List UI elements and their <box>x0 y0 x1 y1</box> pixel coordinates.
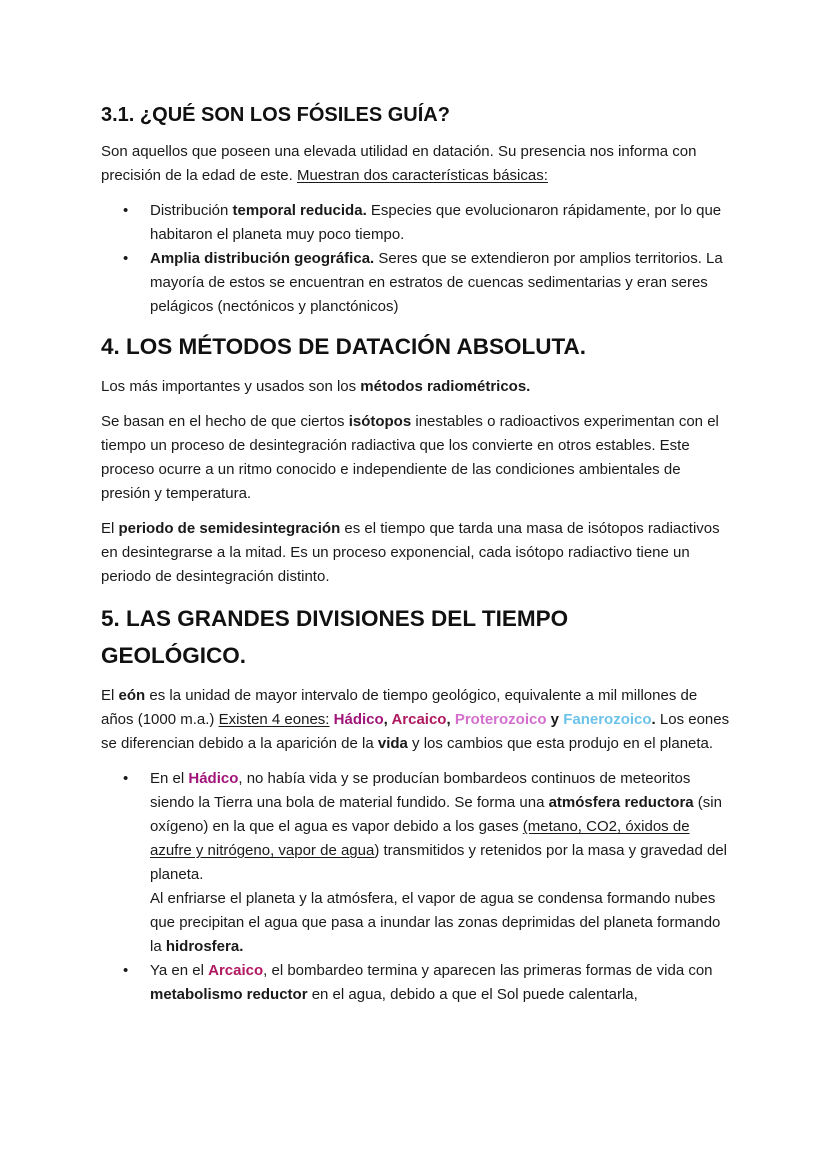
list-item: • Distribución temporal reducida. Especies que evolucionaron rápidamente, por lo que habitaron el planeta muy poco tiempo. <box>101 199 731 247</box>
list-item: • En el Hádico, no había vida y se producían bombardeos continuos de meteoritos siendo la Tierra una bola de material fundido. Se forma una atmósfera reductora (sin oxígeno) en la que el agua es vapor debido a los gases (metano, CO2, óxidos de azufre y nitrógeno, vapor de agua) transmitidos y retenidos por la masa y gravedad del planeta. Al enfriarse el planeta y la atmósfera, el vapor de agua se condensa formando nubes que precipitan el agua que pasa a inundar las zonas deprimidas del planeta formando la hidrosfera. <box>101 767 731 959</box>
section-3-1-intro: Son aquellos que poseen una elevada utilidad en datación. Su presencia nos informa con precisión de la edad de este. Muestran dos características básicas: <box>101 143 697 184</box>
bullet-icon: • <box>123 962 129 979</box>
eon-proterozoico: Proterozoico <box>454 711 547 728</box>
eon-arcaico: Arcaico <box>391 711 447 728</box>
eon-fanerozoico: Fanerozoico <box>563 711 652 728</box>
list-item: • Ya en el Arcaico, el bombardeo termina y aparecen las primeras formas de vida con metabolismo reductor en el agua, debido a que el Sol puede calentarla, <box>101 959 731 1007</box>
list-item: • Amplia distribución geográfica. Seres que se extendieron por amplios territorios. La mayoría de estos se encuentran en estratos de cuencas sedimentarias y eran seres pelágicos (nectónicos y planctónicos) <box>101 247 731 319</box>
section-3-1-heading: 3.1. ¿QUÉ SON LOS FÓSILES GUÍA? <box>101 104 450 126</box>
bullet-icon: • <box>123 202 129 219</box>
section-4-paragraph-3: El periodo de semidesintegración es el tiempo que tarda una masa de isótopos radiactivos en desintegrarse a la mitad. Es un proceso exponencial, cada isótopo radiactivo tiene un periodo de desintegración distinto. <box>101 520 720 585</box>
section-5-paragraph-1: El eón es la unidad de mayor intervalo de tiempo geológico, equivalente a mil millones de años (1000 m.a.) Existen 4 eones: Hádico, Arcaico, Proterozoico y Fanerozoico. Los eones se diferencian debido a la aparición de la vida y los cambios que esta produjo en el planeta. <box>101 687 730 752</box>
eons-list <box>101 767 731 1007</box>
section-5-heading: 5. LAS GRANDES DIVISIONES DEL TIEMPO GEOLÓGICO. <box>101 606 569 668</box>
eon-hadico: Hádico <box>333 711 384 728</box>
bullet-icon: • <box>123 770 129 787</box>
fossil-characteristics-list <box>101 199 731 319</box>
section-4-heading: 4. LOS MÉTODOS DE DATACIÓN ABSOLUTA. <box>101 334 587 359</box>
characteristics-underlined: Muestran dos características básicas: <box>296 167 548 184</box>
section-4-paragraph-1: Los más importantes y usados son los métodos radiométricos. <box>101 378 531 395</box>
section-4-paragraph-2: Se basan en el hecho de que ciertos isótopos inestables o radioactivos experimentan con el tiempo un proceso de desintegración radiactiva que los convierte en otros estables. Este proceso ocurre a un ritmo conocido e independiente de las condiciones ambientales de presión y temperatura. <box>101 413 719 502</box>
bullet-icon: • <box>123 250 129 267</box>
document-page <box>101 102 731 1016</box>
